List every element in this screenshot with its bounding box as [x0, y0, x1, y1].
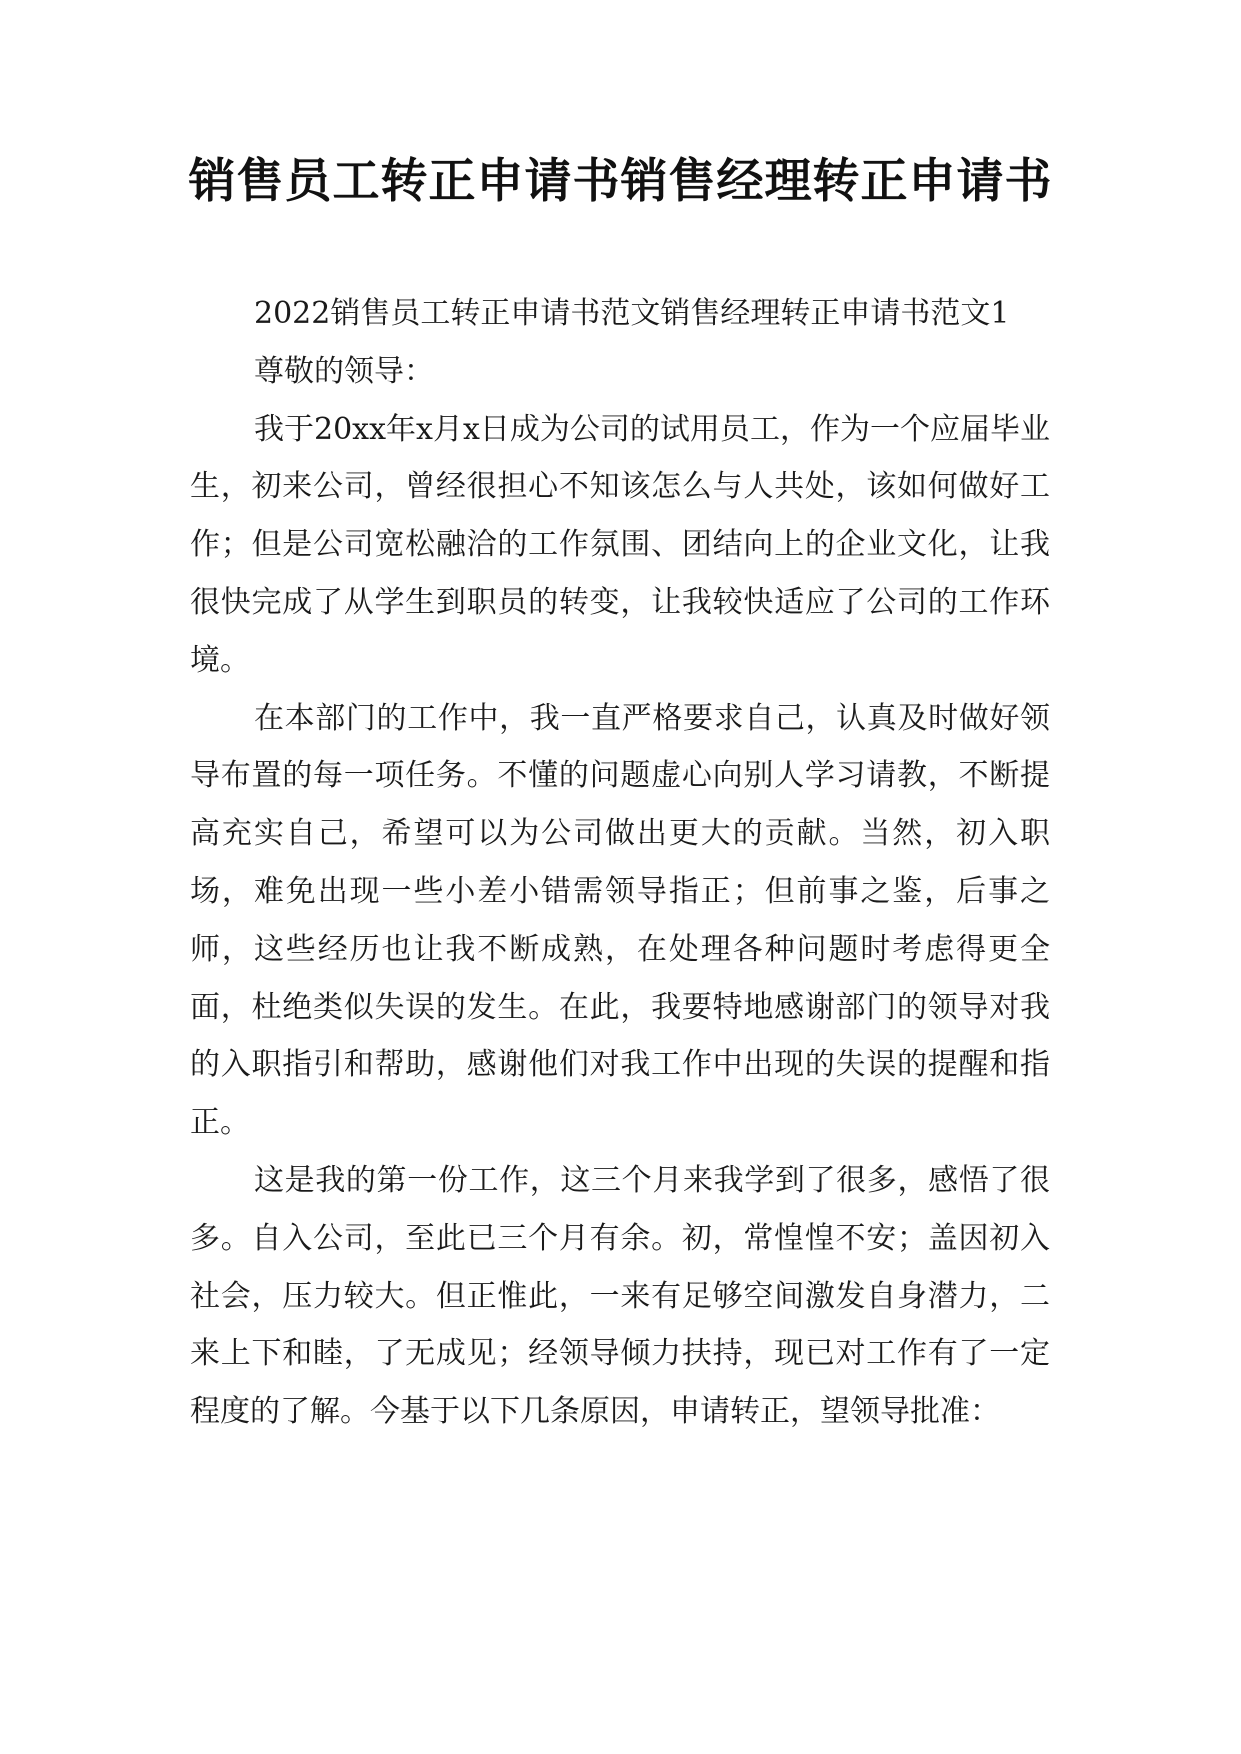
paragraph-work: 在本部门的工作中，我一直严格要求自己，认真及时做好领导布置的每一项任务。不懂的问题虚心向别人学习请教，不断提高充实自己，希望可以为公司做出更大的贡献。当然，初入职场，难免出现一些小差小错需领导指正；但前事之鉴，后事之师，这些经历也让我不断成熟，在处理各种问题时考虑得更全面，杜绝类似失误的发生。在此，我要特地感谢部门的领导对我的入职指引和帮助，感谢他们对我工作中出现的失误的提醒和指正。	[190, 700, 1050, 1141]
paragraph-salutation: 尊敬的领导：	[254, 353, 434, 389]
paragraph-intro: 我于20xx年x月x日成为公司的试用员工，作为一个应届毕业生，初来公司，曾经很担心不知该怎么与人共处，该如何做好工作；但是公司宽松融洽的工作氛围、团结向上的企业文化，让我很快完成了从学生到职员的转变，让我较快适应了公司的工作环境。	[190, 411, 1050, 678]
document-body	[190, 285, 1050, 1441]
document-title: 销售员工转正申请书销售经理转正申请书	[188, 154, 1053, 209]
paragraph-reflection: 这是我的第一份工作，这三个月来我学到了很多，感悟了很多。自入公司，至此已三个月有余。初，常惶惶不安；盖因初入社会，压力较大。但正惟此，一来有足够空间激发自身潜力，二来上下和睦，了无成见；经领导倾力扶持，现已对工作有了一定程度的了解。今基于以下几条原因，申请转正，望领导批准：	[190, 1162, 1050, 1430]
paragraph-heading: 2022销售员工转正申请书范文销售经理转正申请书范文1	[254, 296, 1010, 331]
